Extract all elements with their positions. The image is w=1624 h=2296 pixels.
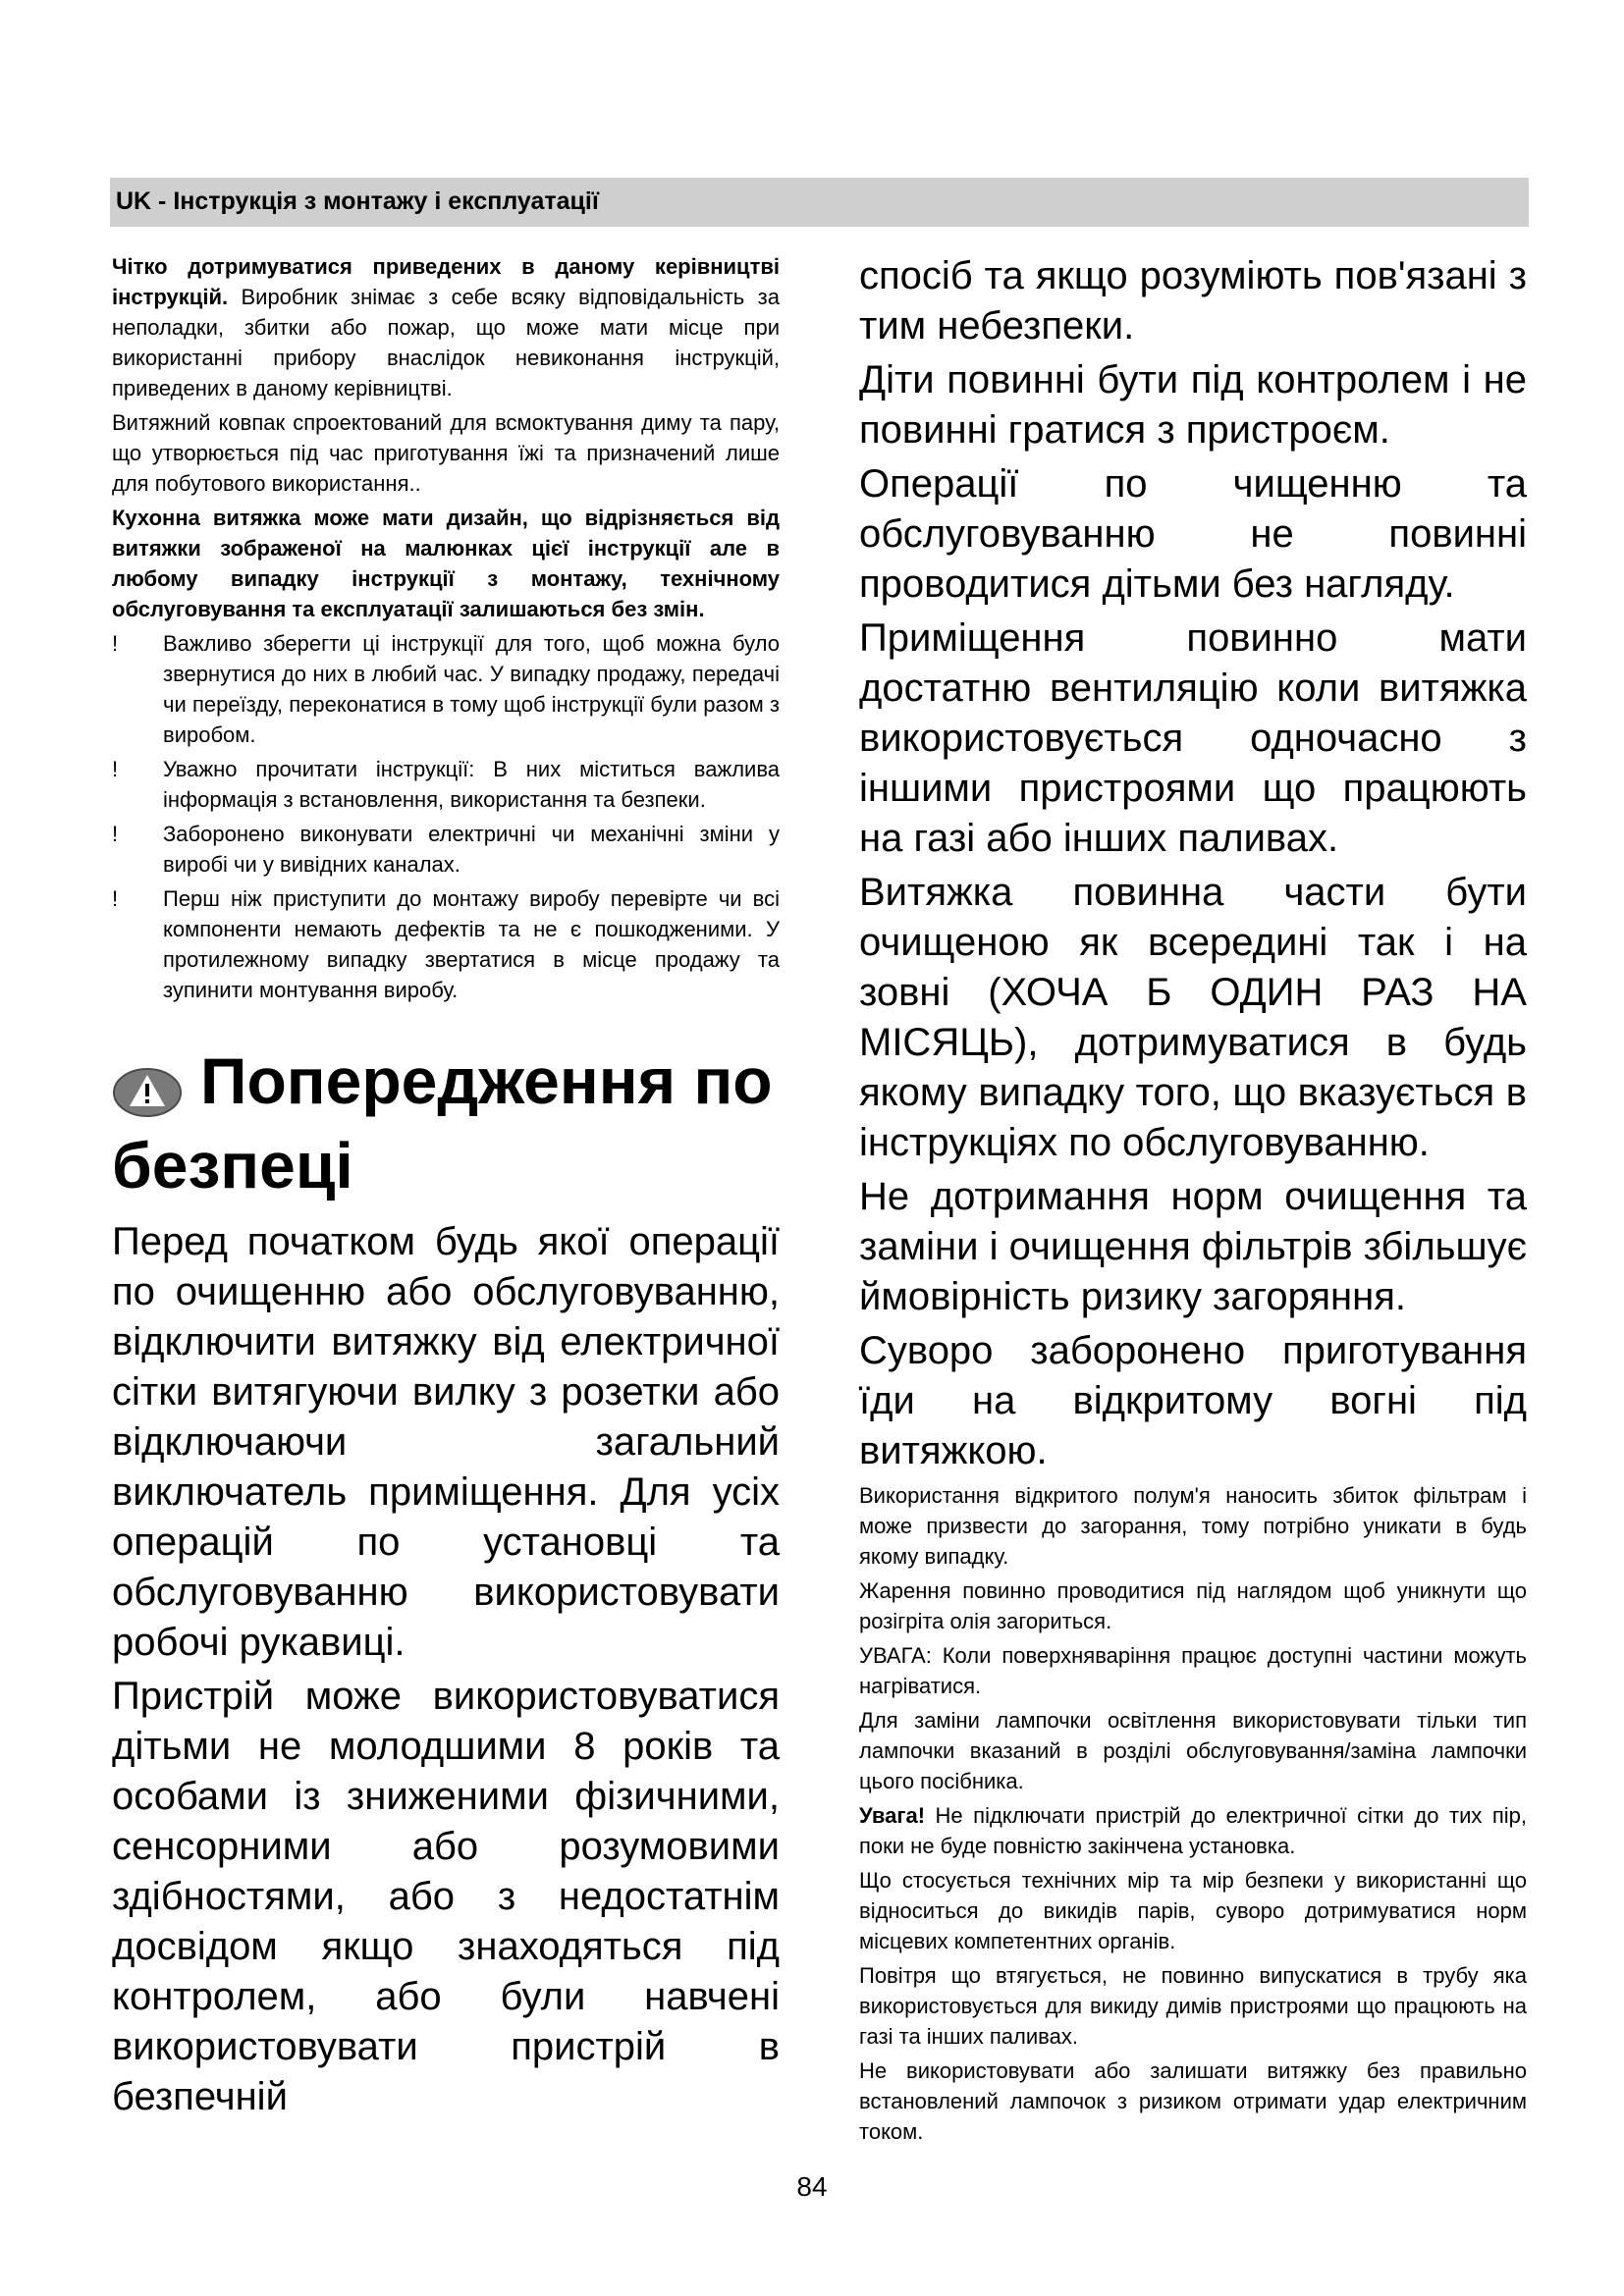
small-paragraph: УВАГА: Коли поверхняваріння працює доступні частини можуть нагріватися. <box>859 1643 1527 1698</box>
attention-paragraph <box>859 1800 1527 1861</box>
large-paragraph: Діти повинні бути під контролем і не повинні гратися з пристроєм. <box>859 358 1527 452</box>
large-paragraph: Перед початком будь якої операції по очищенню або обслуговуванню, відключити витяжку від електричної сітки витягуючи вилку з розетки або відключаючи загальний виключатель приміщення. Для усіх операцій по установці та обслуговуванню використовувати робочі рукавиці. <box>112 1220 780 1664</box>
list-item <box>112 819 780 880</box>
list-item <box>112 628 780 750</box>
page-number: 84 <box>796 2171 828 2202</box>
small-paragraph: Жарення повинно проводитися під наглядом щоб уникнути що розігріта олія загориться. <box>859 1578 1527 1633</box>
small-paragraph: Використання відкритого полум'я наносить збиток фільтрам і може призвести до загорання, тому потрібно уникати в будь якому випадку. <box>859 1483 1527 1569</box>
safety-section-title <box>112 1039 780 1207</box>
intro-paragraph <box>112 251 780 403</box>
design-note-paragraph: Кухонна витяжка може мати дизайн, що відрізняється від витяжки зображеної на малюнках цієї інструкції але в любому випадку інструкції з монтажу, технічному обслуговування та експлуатації залишаються без змін. <box>112 506 780 621</box>
list-item-text: Уважно прочитати інструкції: В них міститься важлива інформація з встановлення, використання та безпеки. <box>163 757 780 812</box>
small-paragraph: Не використовувати або залишати витяжку без правильно встановлений лампочок з ризиком отримати удар електричним током. <box>859 2058 1527 2144</box>
left-column <box>112 251 780 2126</box>
warning-list <box>112 628 780 1005</box>
small-paragraph: Повітря що втягується, не повинно випускатися в трубу яка використовується для викиду димів пристроями що працюють на газі та інших паливах. <box>859 1963 1527 2049</box>
large-paragraph: Витяжка повинна части бути очищеною як всередині так і на зовні (ХОЧА Б ОДИН РАЗ НА МІСЯЦЬ), дотримуватися в будь якому випадку того, що вказується в інструкціях по обслуговуванню. <box>859 871 1527 1164</box>
exclamation-mark: ! <box>112 631 119 656</box>
list-item-text: Перш ніж приступити до монтажу виробу перевірте чи всі компоненти немають дефектів та не є пошкодженими. У протилежному випадку звертатися в місце продажу та зупинити монтування виробу. <box>163 886 780 1002</box>
small-paragraph: Для заміни лампочки освітлення використовувати тільки тип лампочки вказаний в розділі обслуговування/заміна лампочки цього посібника. <box>859 1708 1527 1793</box>
attention-label: Увага! <box>859 1803 926 1828</box>
small-paragraph: Що стосується технічних мір та мір безпеки у використанні що відноситься до викидів парів, суворо дотримуватися норм місцевих компетентних органів. <box>859 1868 1527 1953</box>
exclamation-mark: ! <box>112 886 119 911</box>
attention-text: Не підключати пристрій до електричної сітки до тих пір, поки не буде повністю закінчена установка. <box>859 1803 1527 1858</box>
warning-triangle-icon <box>112 1053 183 1104</box>
large-paragraph: Операції по чищенню та обслуговуванню не повинні проводитися дітьми без нагляду. <box>859 462 1527 606</box>
header-bar <box>110 178 1529 227</box>
large-paragraph: Суворо заборонено приготування їди на відкритому вогні під витяжкою. <box>859 1329 1527 1472</box>
intro-bold-lead: Чітко дотримуватися приведених в даному керівництві інструкцій. <box>112 254 780 309</box>
list-item <box>112 883 780 1005</box>
purpose-paragraph: Витяжний ковпак спроектований для всмоктування диму та пару, що утворюється під час приготування їжі та призначений лише для побутового використання.. <box>112 410 780 496</box>
large-paragraph: Пристрій може використовуватися дітьми не молодшими 8 років та особами із зниженими фізичними, сенсорними або розумовими здібностями, або з недостатнім досвідом якщо знаходяться під контролем, або були навчені використовувати пристрій в безпечній <box>112 1675 780 2118</box>
header-title: UK - Інструкція з монтажу і експлуатації <box>116 187 599 215</box>
large-paragraph: Приміщення повинно мати достатню вентиляцію коли витяжка використовується одночасно з іншими пристроями що працюють на газі або інших паливах. <box>859 616 1527 860</box>
large-paragraph: Не дотримання норм очищення та заміни і очищення фільтрів збільшує ймовірність ризику загоряння. <box>859 1175 1527 1318</box>
list-item <box>112 754 780 815</box>
large-paragraph: спосіб та якщо розуміють пов'язані з тим небезпеки. <box>859 254 1527 347</box>
exclamation-mark: ! <box>112 822 119 846</box>
right-column <box>859 251 1527 2151</box>
list-item-text: Заборонено виконувати електричні чи механічні зміни у виробі чи у вивідних каналах. <box>163 822 780 877</box>
exclamation-mark: ! <box>112 757 119 781</box>
section-title-text: Попередження по безпеці <box>112 1044 773 1201</box>
list-item-text: Важливо зберегти ці інструкції для того, щоб можна було звернутися до них в любий час. У випадку продажу, передачі чи переїзду, переконатися в тому щоб інструкції були разом з виробом. <box>163 631 780 747</box>
intro-rest: Виробник знімає з себе всяку відповідальність за неполадки, збитки або пожар, що може мати місце при використанні прибору внаслідок невиконання інструкцій, приведених в даному керівництві. <box>112 285 780 400</box>
